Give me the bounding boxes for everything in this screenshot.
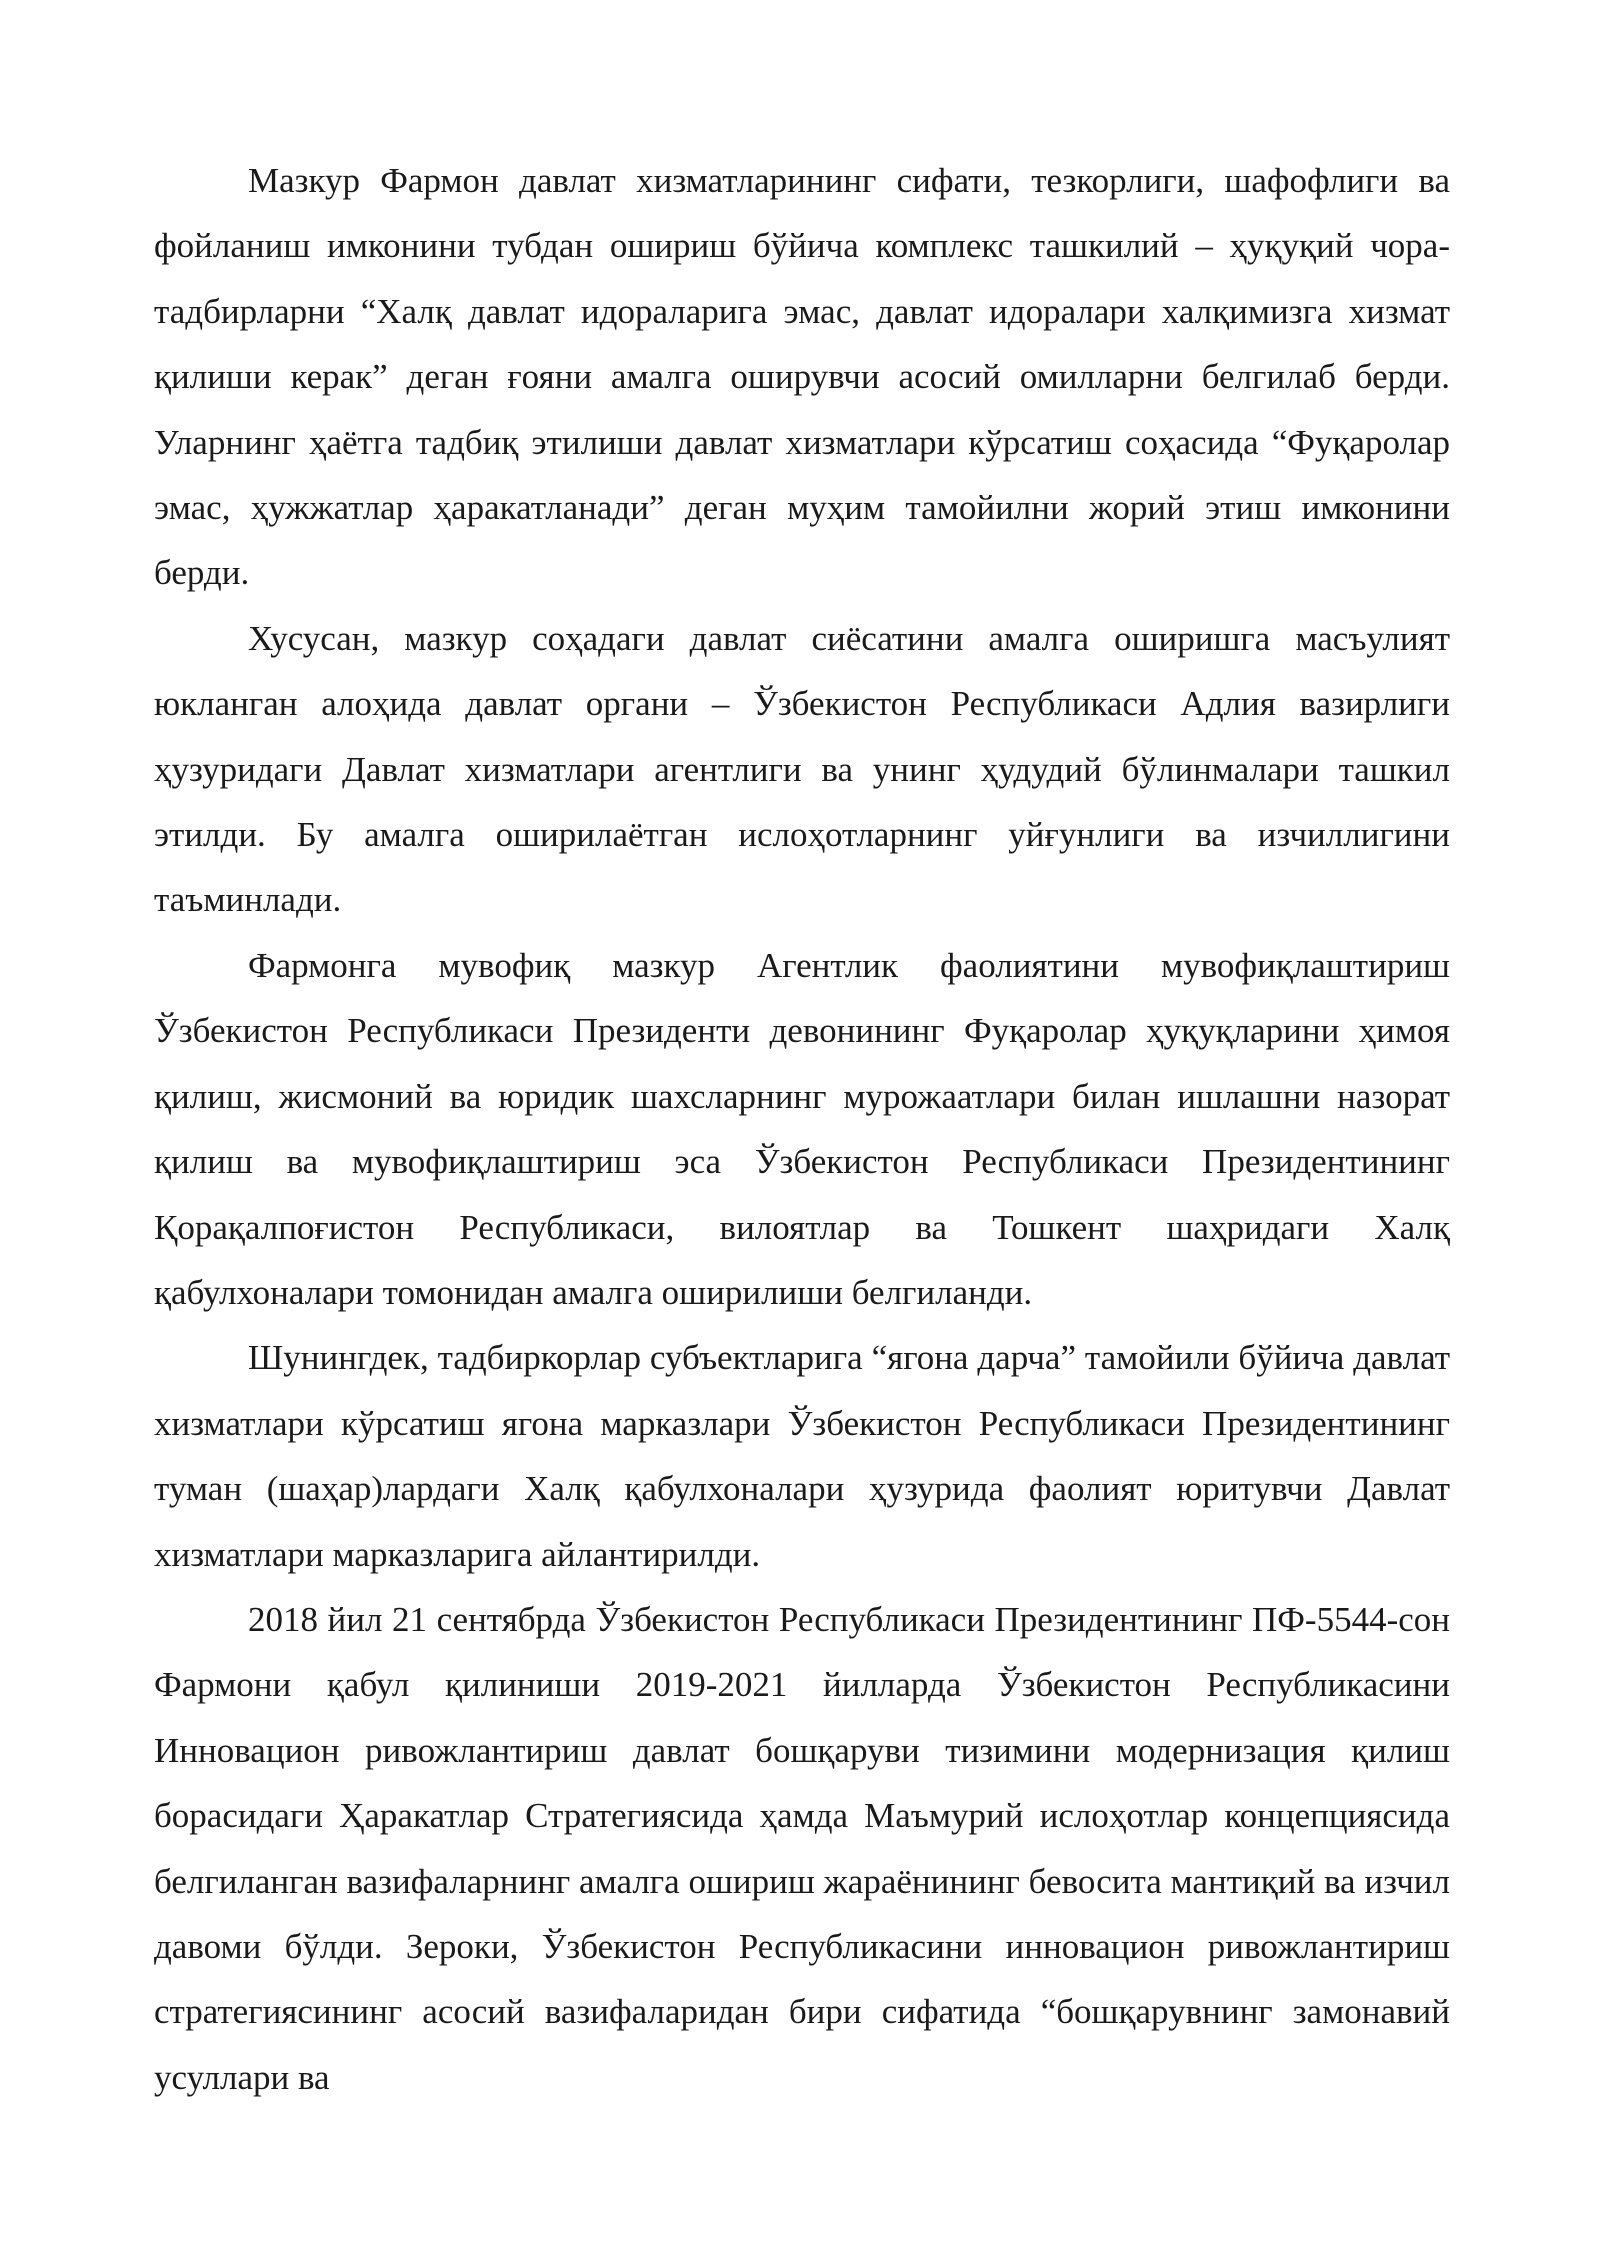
paragraph-1: Мазкур Фармон давлат хизматларининг сифати, тезкорлиги, шафофлиги ва фойланиш имконини тубдан ошириш бўйича комплекс ташкилий – ҳуқуқий чора-тадбирларни “Халқ давлат идораларига эмас, давлат идоралари халқимизга хизмат қилиши керак” деган ғояни амалга оширувчи асосий омилларни белгилаб берди. Уларнинг ҳаётга тадбиқ этилиши давлат хизматлари кўрсатиш соҳасида “Фуқаролар эмас, ҳужжатлар ҳаракатланади” деган муҳим тамойилни жорий этиш имконини берди. xyxy=(154,161,1450,593)
paragraph-2: Хусусан, мазкур соҳадаги давлат сиёсатини амалга оширишга масъулият юкланган алоҳида давлат органи – Ўзбекистон Республикаси Адлия вазирлиги ҳузуридаги Давлат хизматлари агентлиги ва унинг ҳудудий бўлинмалари ташкил этилди. Бу амалга оширилаётган ислоҳотларнинг уйғунлиги ва изчиллигини таъминлади. xyxy=(154,618,1450,920)
document-body xyxy=(154,148,1450,2110)
paragraph-3: Фармонга мувофиқ мазкур Агентлик фаолиятини мувофиқлаштириш Ўзбекистон Республикаси Президенти девонининг Фуқаролар ҳуқуқларини ҳимоя қилиш, жисмоний ва юридик шахсларнинг мурожаатлари билан ишлашни назорат қилиш ва мувофиқлаштириш эса Ўзбекистон Республикаси Президентининг Қорақалпоғистон Республикаси, вилоятлар ва Тошкент шаҳридаги Халқ қабулхоналари томонидан амалга оширилиши белгиланди. xyxy=(154,945,1450,1312)
paragraph-4: Шунингдек, тадбиркорлар субъектларига “ягона дарча” тамойили бўйича давлат хизматлари кўрсатиш ягона марказлари Ўзбекистон Республикаси Президентининг туман (шаҳар)лардаги Халқ қабулхоналари ҳузурида фаолият юритувчи Давлат хизматлари марказларига айлантирилди. xyxy=(154,1338,1450,1574)
paragraph-5: 2018 йил 21 сентябрда Ўзбекистон Республикаси Президентининг ПФ-5544-сон Фармони қабул қилиниши 2019-2021 йилларда Ўзбекистон Республикасини Инновацион ривожлантириш давлат бошқаруви тизимини модернизация қилиш борасидаги Ҳаракатлар Стратегиясида ҳамда Маъмурий ислоҳотлар концепциясида белгиланган вазифаларнинг амалга ошириш жараёнининг бевосита мантиқий ва изчил давоми бўлди. Зероки, Ўзбекистон Республикасини инновацион ривожлантириш стратегиясининг асосий вазифаларидан бири сифатида “бошқарувнинг замонавий усуллари ва xyxy=(154,1599,1450,2097)
